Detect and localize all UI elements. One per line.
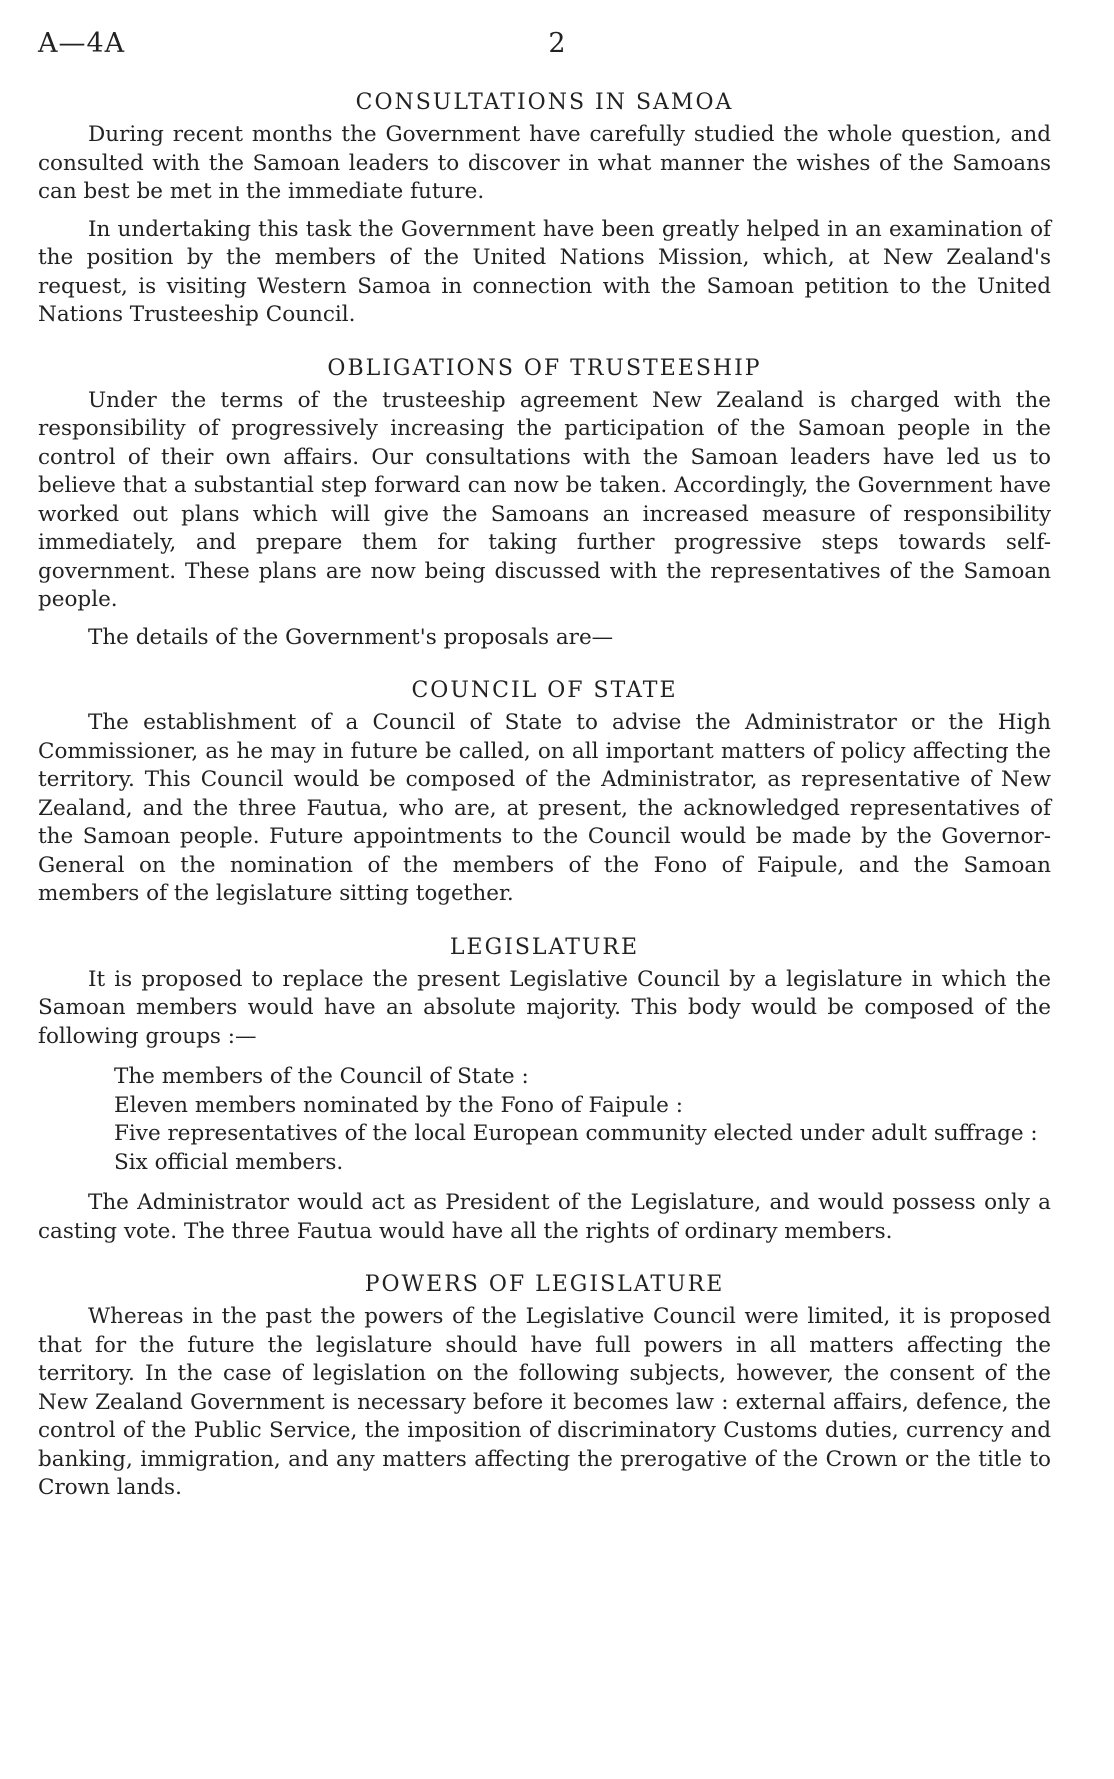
- paragraph: The details of the Government's proposals are—: [88, 624, 614, 650]
- section-powers-of-legislature: [38, 1272, 1051, 1503]
- document-body: [38, 90, 1051, 1525]
- paragraph: In undertaking this task the Government have been greatly helped in an examination of the position by the members of the United Nations Mission, which, at New Zealand's request, is visiting Western Samoa in connection with the Samoan petition to the United Nations Trusteeship Council.: [38, 216, 1051, 327]
- paragraph: The establishment of a Council of State to advise the Administrator or the High Commissioner, as he may in future be called, on all important matters of policy affecting the territory. This Council would be composed of the Administrator, as representative of New Zealand, and the three Fautua, who are, at present, the acknowledged representatives of the Samoan people. Future appointments to the Council would be made by the Governor-General on the nomination of the members of the Fono of Faipule, and the Samoan members of the legislature sitting together.: [38, 710, 1051, 906]
- section-heading: LEGISLATURE: [449, 934, 640, 960]
- section-heading: OBLIGATIONS OF TRUSTEESHIP: [327, 355, 762, 381]
- paragraph: The Administrator would act as President of the Legislature, and would possess only a casting vote. The three Fautua would have all the rights of ordinary members.: [38, 1190, 1051, 1244]
- section-council-of-state: [38, 678, 1051, 909]
- paragraph: During recent months the Government have carefully studied the whole question, and consulted with the Samoan leaders to discover in what manner the wishes of the Samoans can best be met in the immediate future.: [38, 122, 1051, 204]
- page-number: 2: [548, 28, 566, 59]
- section-consultations: [38, 90, 1051, 330]
- section-heading: CONSULTATIONS IN SAMOA: [355, 90, 734, 115]
- legislature-groups-list: [114, 1063, 1051, 1177]
- section-obligations: [38, 356, 1051, 653]
- paragraph: It is proposed to replace the present Legislative Council by a legislature in which the Samoan members would have an absolute majority. This body would be composed of the following groups :—: [38, 966, 1051, 1049]
- list-item: Five representatives of the local European community elected under adult suffrage :: [114, 1121, 1038, 1146]
- list-item: The members of the Council of State :: [114, 1064, 529, 1089]
- paragraph: Under the terms of the trusteeship agreement New Zealand is charged with the responsibility of progressively increasing the participation of the Samoan people in the control of their own affairs. Our consultations with the Samoan leaders have led us to believe that a substantial step forward can now be taken. Accordingly, the Government have worked out plans which will give the Samoans an increased measure of responsibility immediately, and prepare them for taking further progressive steps towards self-government. These plans are now being discussed with the representatives of the Samoan people.: [38, 387, 1051, 612]
- section-legislature: [38, 935, 1051, 1247]
- paragraph: Whereas in the past the powers of the Legislative Council were limited, it is proposed that for the future the legislature should have full powers in all matters affecting the territory. In the case of legislation on the following subjects, however, the consent of the New Zealand Government is necessary before it becomes law : external affairs, defence, the control of the Public Service, the imposition of discriminatory Customs duties, currency and banking, immigration, and any matters affecting the prerogative of the Crown or the title to Crown lands.: [38, 1304, 1051, 1500]
- section-heading: POWERS OF LEGISLATURE: [364, 1272, 725, 1297]
- section-heading: COUNCIL OF STATE: [411, 678, 678, 703]
- list-item: Six official members.: [114, 1149, 344, 1175]
- list-item: Eleven members nominated by the Fono of Faipule :: [114, 1092, 683, 1118]
- document-reference: A—4A: [38, 28, 126, 59]
